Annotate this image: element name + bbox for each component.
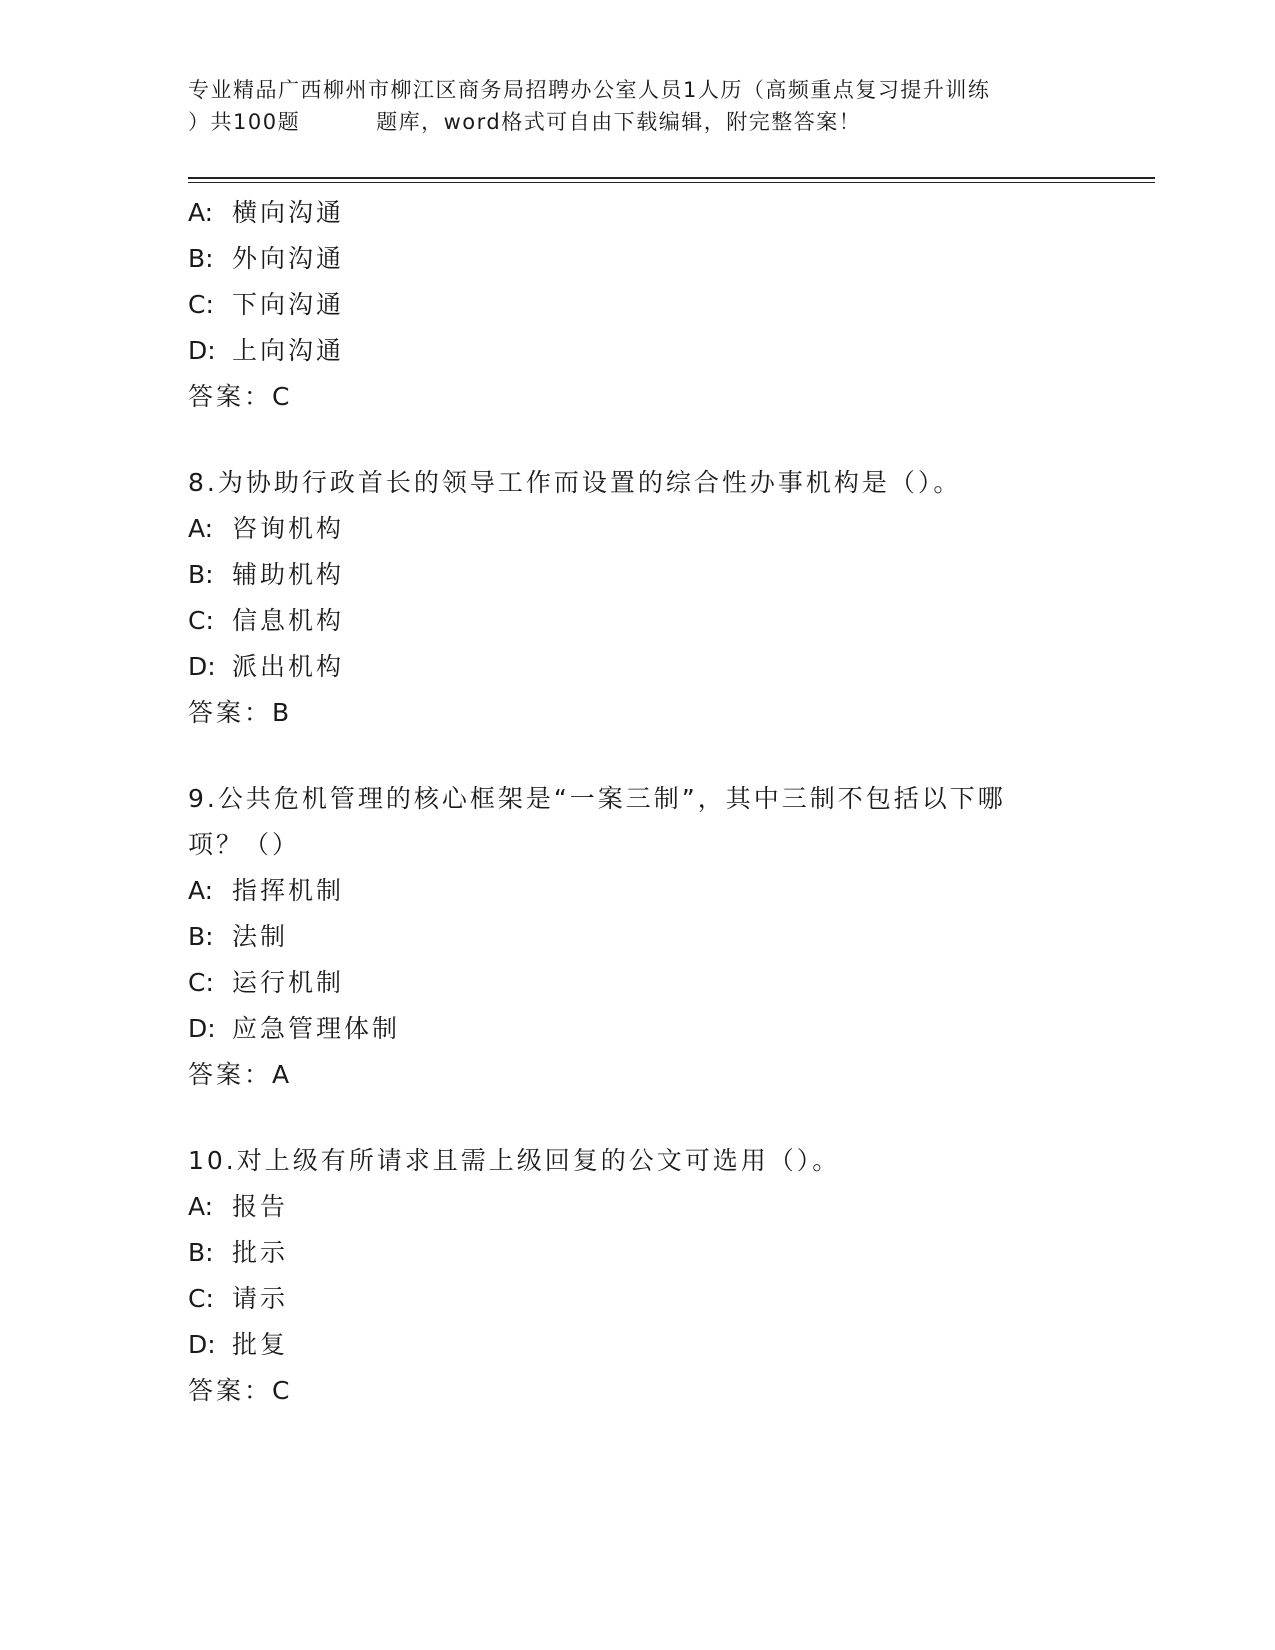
- question-stem-line1: 9.公共危机管理的核心框架是“一案三制”，其中三制不包括以下哪: [188, 784, 1006, 813]
- option-d: D: 派出机构: [188, 652, 345, 681]
- question-list: [188, 190, 1148, 1414]
- option-b: B: 批示: [188, 1238, 289, 1267]
- option-c: C: 运行机制: [188, 968, 345, 997]
- question-stem: 8.为协助行政首长的领导工作而设置的综合性办事机构是（）。: [188, 468, 962, 497]
- answer-line: 答案：C: [188, 1376, 291, 1405]
- option-d: D: 批复: [188, 1330, 289, 1359]
- option-a: A: 报告: [188, 1192, 289, 1221]
- document-header: [188, 74, 1088, 138]
- question-stem-line2: 项？（）: [188, 830, 301, 859]
- option-a: A: 指挥机制: [188, 876, 345, 905]
- answer-value: A: [272, 1060, 291, 1089]
- option-a: A: 咨询机构: [188, 514, 345, 543]
- option-c: C: 下向沟通: [188, 290, 345, 319]
- header-line2-right: 题库，word格式可自由下载编辑，附完整答案！: [376, 110, 862, 134]
- header-title-line1: 专业精品广西柳州市柳江区商务局招聘办公室人员1人历（高频重点复习提升训练: [188, 78, 991, 102]
- answer-value: C: [272, 1376, 291, 1405]
- answer-line: 答案：A: [188, 1060, 291, 1089]
- question-stem: 10.对上级有所请求且需上级回复的公文可选用（）。: [188, 1146, 841, 1175]
- option-c: C: 请示: [188, 1284, 289, 1313]
- question-block-7: [188, 190, 1148, 420]
- option-a: A: 横向沟通: [188, 198, 345, 227]
- option-b: B: 辅助机构: [188, 560, 345, 589]
- answer-value: B: [272, 698, 291, 727]
- header-title-line2: [188, 106, 1088, 138]
- option-d: D: 上向沟通: [188, 336, 345, 365]
- option-b: B: 法制: [188, 922, 289, 951]
- question-block-9: [188, 776, 1148, 1098]
- header-line2-left: ）共100题: [188, 110, 301, 134]
- header-divider-thin: [188, 182, 1155, 183]
- answer-line: 答案：C: [188, 382, 291, 411]
- question-block-8: [188, 460, 1148, 736]
- option-c: C: 信息机构: [188, 606, 345, 635]
- answer-value: C: [272, 382, 291, 411]
- option-d: D: 应急管理体制: [188, 1014, 401, 1043]
- question-block-10: [188, 1138, 1148, 1414]
- option-b: B: 外向沟通: [188, 244, 345, 273]
- header-divider-thick: [188, 177, 1155, 179]
- answer-line: 答案：B: [188, 698, 291, 727]
